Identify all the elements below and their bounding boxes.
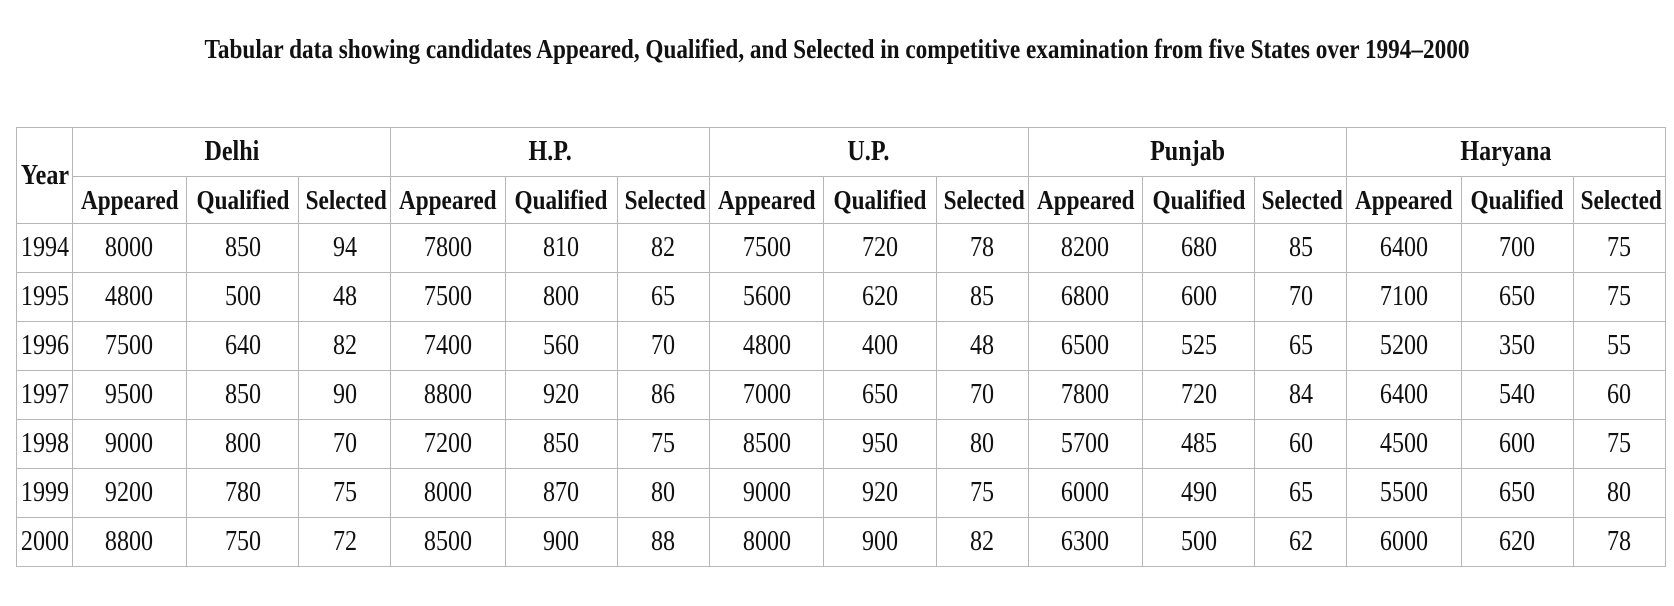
value-cell: 4800 <box>709 322 823 371</box>
value-cell: 75 <box>299 469 391 518</box>
value-cell: 75 <box>617 420 709 469</box>
value-cell: 920 <box>824 469 936 518</box>
metric-header: Selected <box>1573 177 1665 224</box>
value-cell: 75 <box>1573 224 1665 273</box>
value-cell: 5200 <box>1347 322 1461 371</box>
state-header: Haryana <box>1347 128 1666 177</box>
value-cell: 8800 <box>72 518 186 567</box>
value-cell: 7500 <box>709 224 823 273</box>
table-title: Tabular data showing candidates Appeared, Qualified, and Selected in competitive examination from five States over 1994–2000 <box>204 34 1470 64</box>
value-cell: 350 <box>1461 322 1573 371</box>
value-cell: 48 <box>936 322 1028 371</box>
value-cell: 85 <box>936 273 1028 322</box>
state-header-row <box>17 128 1666 177</box>
value-cell: 7400 <box>391 322 505 371</box>
metric-header: Selected <box>617 177 709 224</box>
value-cell: 78 <box>1573 518 1665 567</box>
metric-header: Qualified <box>505 177 617 224</box>
metric-header: Appeared <box>709 177 823 224</box>
value-cell: 65 <box>1255 322 1347 371</box>
table-row <box>17 420 1666 469</box>
value-cell: 8500 <box>391 518 505 567</box>
metric-header: Selected <box>936 177 1028 224</box>
table-header <box>17 128 1666 224</box>
value-cell: 7500 <box>391 273 505 322</box>
value-cell: 620 <box>1461 518 1573 567</box>
value-cell: 85 <box>1255 224 1347 273</box>
value-cell: 62 <box>1255 518 1347 567</box>
value-cell: 650 <box>1461 469 1573 518</box>
value-cell: 810 <box>505 224 617 273</box>
value-cell: 8800 <box>391 371 505 420</box>
value-cell: 400 <box>824 322 936 371</box>
value-cell: 75 <box>1573 273 1665 322</box>
value-cell: 7200 <box>391 420 505 469</box>
value-cell: 5500 <box>1347 469 1461 518</box>
value-cell: 850 <box>187 371 299 420</box>
table-body <box>17 224 1666 567</box>
value-cell: 4800 <box>72 273 186 322</box>
value-cell: 900 <box>824 518 936 567</box>
metric-header: Qualified <box>1142 177 1254 224</box>
value-cell: 485 <box>1142 420 1254 469</box>
year-cell: 1997 <box>17 371 73 420</box>
value-cell: 600 <box>1461 420 1573 469</box>
value-cell: 65 <box>1255 469 1347 518</box>
value-cell: 70 <box>617 322 709 371</box>
value-cell: 48 <box>299 273 391 322</box>
state-header: Punjab <box>1028 128 1347 177</box>
value-cell: 500 <box>1142 518 1254 567</box>
value-cell: 900 <box>505 518 617 567</box>
value-cell: 80 <box>617 469 709 518</box>
value-cell: 55 <box>1573 322 1665 371</box>
value-cell: 800 <box>187 420 299 469</box>
year-cell: 1996 <box>17 322 73 371</box>
value-cell: 6300 <box>1028 518 1142 567</box>
value-cell: 82 <box>617 224 709 273</box>
year-cell: 1998 <box>17 420 73 469</box>
value-cell: 780 <box>187 469 299 518</box>
metric-header: Selected <box>1255 177 1347 224</box>
table-row <box>17 469 1666 518</box>
metric-header: Qualified <box>824 177 936 224</box>
value-cell: 60 <box>1573 371 1665 420</box>
value-cell: 75 <box>1573 420 1665 469</box>
table-row <box>17 322 1666 371</box>
value-cell: 680 <box>1142 224 1254 273</box>
value-cell: 8000 <box>391 469 505 518</box>
value-cell: 6400 <box>1347 224 1461 273</box>
value-cell: 7800 <box>391 224 505 273</box>
year-cell: 2000 <box>17 518 73 567</box>
value-cell: 5700 <box>1028 420 1142 469</box>
metric-header: Qualified <box>1461 177 1573 224</box>
metric-header: Appeared <box>391 177 505 224</box>
value-cell: 950 <box>824 420 936 469</box>
value-cell: 5600 <box>709 273 823 322</box>
value-cell: 82 <box>936 518 1028 567</box>
metric-header: Appeared <box>72 177 186 224</box>
year-cell: 1994 <box>17 224 73 273</box>
value-cell: 80 <box>1573 469 1665 518</box>
value-cell: 72 <box>299 518 391 567</box>
metric-header: Appeared <box>1347 177 1461 224</box>
metric-header: Appeared <box>1028 177 1142 224</box>
value-cell: 7000 <box>709 371 823 420</box>
value-cell: 9000 <box>72 420 186 469</box>
value-cell: 870 <box>505 469 617 518</box>
table-row <box>17 371 1666 420</box>
value-cell: 650 <box>824 371 936 420</box>
value-cell: 7100 <box>1347 273 1461 322</box>
value-cell: 720 <box>1142 371 1254 420</box>
value-cell: 600 <box>1142 273 1254 322</box>
value-cell: 9500 <box>72 371 186 420</box>
value-cell: 8000 <box>72 224 186 273</box>
value-cell: 920 <box>505 371 617 420</box>
year-column-header: Year <box>17 128 73 224</box>
value-cell: 88 <box>617 518 709 567</box>
year-cell: 1995 <box>17 273 73 322</box>
value-cell: 9200 <box>72 469 186 518</box>
year-cell: 1999 <box>17 469 73 518</box>
value-cell: 90 <box>299 371 391 420</box>
value-cell: 7500 <box>72 322 186 371</box>
value-cell: 6500 <box>1028 322 1142 371</box>
table-row <box>17 224 1666 273</box>
value-cell: 490 <box>1142 469 1254 518</box>
table-row <box>17 518 1666 567</box>
value-cell: 8000 <box>709 518 823 567</box>
value-cell: 84 <box>1255 371 1347 420</box>
value-cell: 86 <box>617 371 709 420</box>
value-cell: 70 <box>1255 273 1347 322</box>
value-cell: 4500 <box>1347 420 1461 469</box>
value-cell: 70 <box>299 420 391 469</box>
state-header: Delhi <box>72 128 391 177</box>
value-cell: 540 <box>1461 371 1573 420</box>
value-cell: 8200 <box>1028 224 1142 273</box>
state-header: U.P. <box>709 128 1028 177</box>
value-cell: 70 <box>936 371 1028 420</box>
value-cell: 620 <box>824 273 936 322</box>
value-cell: 700 <box>1461 224 1573 273</box>
metric-header-row <box>17 177 1666 224</box>
value-cell: 80 <box>936 420 1028 469</box>
value-cell: 75 <box>936 469 1028 518</box>
value-cell: 525 <box>1142 322 1254 371</box>
value-cell: 9000 <box>709 469 823 518</box>
state-header: H.P. <box>391 128 710 177</box>
metric-header: Qualified <box>187 177 299 224</box>
value-cell: 720 <box>824 224 936 273</box>
metric-header: Selected <box>299 177 391 224</box>
value-cell: 60 <box>1255 420 1347 469</box>
value-cell: 94 <box>299 224 391 273</box>
value-cell: 7800 <box>1028 371 1142 420</box>
value-cell: 6000 <box>1347 518 1461 567</box>
value-cell: 800 <box>505 273 617 322</box>
value-cell: 65 <box>617 273 709 322</box>
value-cell: 8500 <box>709 420 823 469</box>
value-cell: 500 <box>187 273 299 322</box>
value-cell: 850 <box>505 420 617 469</box>
value-cell: 82 <box>299 322 391 371</box>
value-cell: 560 <box>505 322 617 371</box>
value-cell: 78 <box>936 224 1028 273</box>
value-cell: 650 <box>1461 273 1573 322</box>
value-cell: 640 <box>187 322 299 371</box>
exam-data-table <box>16 127 1666 567</box>
value-cell: 850 <box>187 224 299 273</box>
value-cell: 6800 <box>1028 273 1142 322</box>
table-row <box>17 273 1666 322</box>
value-cell: 6400 <box>1347 371 1461 420</box>
value-cell: 750 <box>187 518 299 567</box>
value-cell: 6000 <box>1028 469 1142 518</box>
